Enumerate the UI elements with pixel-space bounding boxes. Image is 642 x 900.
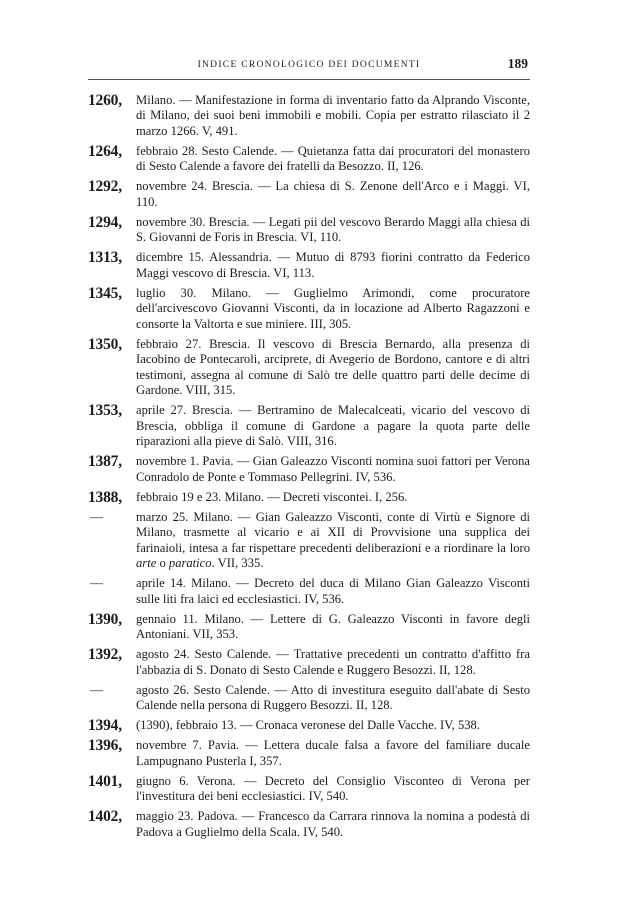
entry-text: agosto 24. Sesto Calende. — Trattative precedenti un contratto d'affitto fra l'abbazia di S. Donato di Sesto Calende e Ruggero Besozzi. II, 128. [136,647,530,677]
entry-year-dash: — [90,508,103,524]
index-entry [88,286,530,332]
entry-text: gennaio 11. Milano. — Lettere di G. Galeazzo Visconti in favore degli Antoniani. VII, 353. [136,611,530,642]
header-rule [88,79,530,80]
entry-text [136,510,530,572]
index-entry [88,490,530,505]
index-entry [88,403,530,449]
entry-year: 1345, [88,284,122,302]
entry-year: 1390, [88,610,122,628]
entry-text: (1390), febbraio 13. — Cronaca veronese del Dalle Vacche. IV, 538. [136,718,480,733]
entry-year: 1353, [88,402,122,420]
index-entry [88,809,530,840]
index-entry [88,718,530,733]
entry-year: 1396, [88,737,122,755]
entry-year: 1260, [88,92,122,109]
entry-text: novembre 24. Brescia. — La chiesa di S. Zenone dell'Arco e i Maggi. VI, 110. [136,179,530,209]
index-entry [88,454,530,485]
entry-year: 1387, [88,453,122,471]
index-entry [88,774,530,805]
entry-text: novembre 30. Brescia. — Legati pii del vescovo Berardo Maggi alla chiesa di S. Giovanni de Foris in Brescia. VI, 110. [136,214,530,245]
entry-text: febbraio 19 e 23. Milano. — Decreti viscontei. I, 256. [136,489,408,504]
entry-year: 1394, [88,717,122,735]
entry-year: 1313, [88,249,122,267]
entry-text: maggio 23. Padova. — Francesco da Carrara rinnova la nomina a podestà di Padova a Guglielmo della Scala. IV, 540. [136,809,530,839]
running-title: INDICE CRONOLOGICO DEI DOCUMENTI [197,60,421,70]
entry-year: 1392, [88,646,122,664]
running-head [88,58,530,78]
entry-year-dash: — [90,575,103,591]
entry-text: novembre 7. Pavia. — Lettera ducale falsa a favore del familiare ducale Lampugnano Pusterla I, 357. [136,738,530,768]
index-entry [88,215,530,246]
index-entry [88,144,530,175]
page-number: 189 [507,56,528,71]
index-entry [88,337,530,399]
entry-text: giugno 6. Verona. — Decreto del Consiglio Visconteo di Verona per l'investitura dei beni ecclesiastici. IV, 540. [136,773,530,804]
document-index-list [88,93,530,845]
entry-italic-term: paratico [168,556,212,571]
index-entry [88,510,530,572]
index-entry [88,93,530,139]
entry-italic-term: arte [136,556,157,571]
entry-year-dash: — [90,681,103,697]
entry-text: febbraio 28. Sesto Calende. — Quietanza fatta dai procuratori del monastero di Sesto Calende a favore dei fratelli da Besozzo. II, 126. [136,143,530,174]
entry-text: febbraio 27. Brescia. Il vescovo di Brescia Bernardo, alla presenza di Iacobino de Pontecaroli, arciprete, di Avegerio de Bordono, cantore e di altri testimoni, assegna al comune di Salò tre delle quattro parti delle decime di Gardone. VIII, 315. [136,336,530,398]
entry-text-part: o [156,556,169,571]
index-entry [88,612,530,643]
entry-year: 1388, [88,488,122,506]
entry-text-part: marzo 25. Milano. — Gian Galeazzo Visconti, conte di Virtù e Signore di Milano, trasmette al vicario e ai XII di Provvisione una supplica dei farinaioli, intesa a far rispettare precedenti deliberazioni e a riordinare la loro [136,509,530,555]
index-entry [88,576,530,607]
entry-year: 1292, [88,178,122,196]
entry-text: novembre 1. Pavia. — Gian Galeazzo Visconti nomina suoi fattori per Verona Conradolo de Ponte e Tommaso Pellegrini. IV, 536. [136,454,530,484]
entry-text-part: . VII, 335. [211,556,264,571]
entry-text: Milano. — Manifestazione in forma di inventario fatto da Alprando Visconte, di Milano, dei suoi beni immobili e mobili. Copia per estratto rilasciato il 2 marzo 1266. V, 491. [136,93,530,138]
index-entry [88,738,530,769]
index-entry [88,250,530,281]
entry-year: 1401, [88,772,122,790]
entry-year: 1350, [88,335,122,353]
entry-year: 1402, [88,808,122,826]
index-entry [88,683,530,714]
index-entry [88,647,530,678]
index-entry [88,179,530,210]
entry-text: aprile 14. Milano. — Decreto del duca di Milano Gian Galeazzo Visconti sulle liti fra laici ed ecclesiastici. IV, 536. [136,576,530,606]
entry-year: 1294, [88,213,122,231]
entry-text: dicembre 15. Alessandria. — Mutuo di 8793 fiorini contratto da Federico Maggi vescovo di Brescia. VI, 113. [136,250,530,280]
entry-text: aprile 27. Brescia. — Bertramino de Malecalceati, vicario del vescovo di Brescia, obbliga il comune di Gardone a pagare la quota parte delle riparazioni alla pieve di Salò. VIII, 316. [136,403,530,449]
entry-text: agosto 26. Sesto Calende. — Atto di investitura eseguito dall'abate di Sesto Calende nella persona di Ruggero Besozzi. II, 128. [136,682,530,713]
entry-text: luglio 30. Milano. — Guglielmo Arimondi, come procuratore dell'arcivescovo Giovanni Visconti, da in locazione ad Alberto Ragazzoni e consorte la Valtorta e sue miniere. III, 305. [136,285,530,331]
entry-year: 1264, [88,142,122,160]
